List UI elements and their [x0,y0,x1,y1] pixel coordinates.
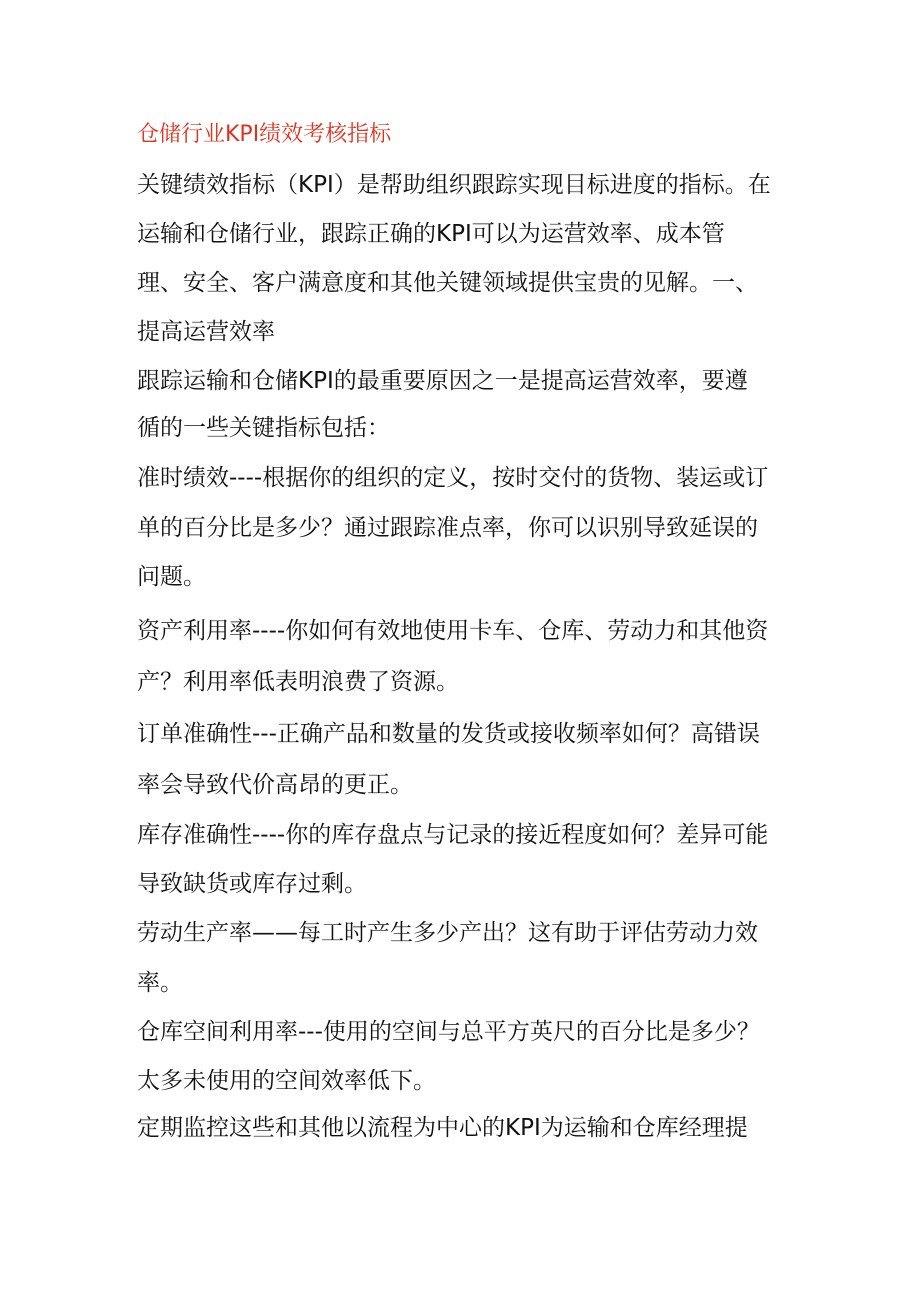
list-item-line: 太多未使用的空间效率低下。 [137,1068,436,1094]
paragraph-line: 循的一些关键指标包括： [137,415,390,441]
list-item-line: 订单准确性---正确产品和数量的发货或接收频率如何？高错误 [137,721,760,747]
list-item-line: 导致缺货或库存过剩。 [137,871,367,897]
paragraph-line: 关键绩效指标（KPI）是帮助组织跟踪实现目标进度的指标。在 [137,172,771,198]
list-item-line: 单的百分比是多少？通过跟踪准点率，你可以识别导致延误的 [137,515,758,541]
list-item-line: 问题。 [137,564,206,590]
paragraph-line: 理、安全、客户满意度和其他关键领域提供宝贵的见解。一、 [137,270,758,296]
list-item-line: 库存准确性----你的库存盘点与记录的接近程度如何？差异可能 [137,822,769,848]
list-item-line: 仓库空间利用率---使用的空间与总平方英尺的百分比是多少？ [137,1019,760,1045]
list-item-line: 劳动生产率——每工时产生多少产出？这有助于评估劳动力效 [137,920,758,946]
list-item-line: 产？利用率低表明浪费了资源。 [137,669,459,695]
list-item-line: 资产利用率----你如何有效地使用卡车、仓库、劳动力和其他资 [137,618,769,644]
list-item-line: 准时绩效----根据你的组织的定义，按时交付的货物、装运或订 [137,465,769,491]
paragraph-line: 定期监控这些和其他以流程为中心的KPI为运输和仓库经理提 [137,1115,748,1141]
list-item-line: 率会导致代价高昂的更正。 [137,772,413,798]
list-item-line: 率。 [137,970,183,996]
paragraph-line: 运输和仓储行业，跟踪正确的KPI可以为运营效率、成本管 [137,221,725,247]
section-heading: 提高运营效率 [137,319,275,345]
paragraph-line: 跟踪运输和仓储KPI的最重要原因之一是提高运营效率，要遵 [137,368,748,394]
document-title: 仓储行业KPI绩效考核指标 [137,122,392,147]
